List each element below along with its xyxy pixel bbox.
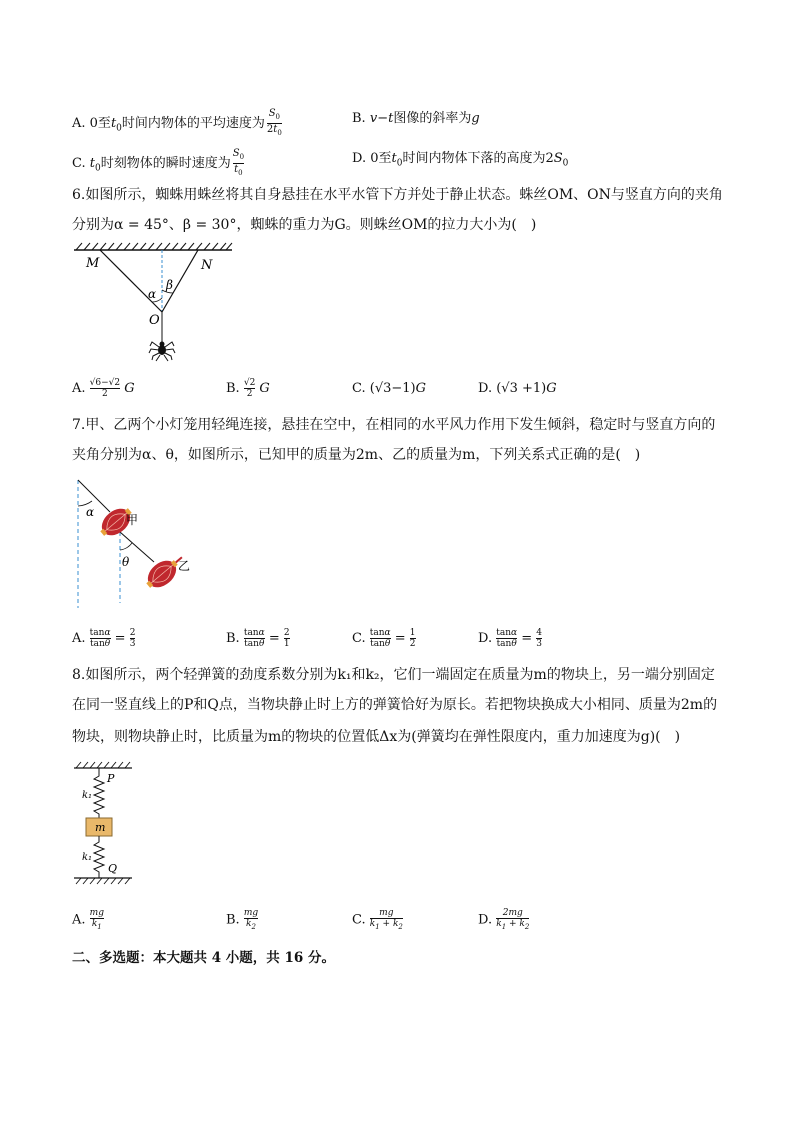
- q7-stem-line1: 7.甲、乙两个小灯笼用轻绳连接，悬挂在空中，在相同的水平风力作用下发生倾斜，稳定时与竖直方向的: [72, 417, 716, 433]
- q5-option-c[interactable]: C. $t_0$时刻物体的瞬时速度为 $\frac{S_0}{t_0}$: [72, 148, 245, 177]
- q6-option-d[interactable]: D. (√3 +1)G: [478, 381, 557, 396]
- q7-option-a[interactable]: A. $\frac{\tan\alpha}{\tan\theta}$ = $\frac{2}{3}$: [72, 628, 136, 649]
- label-jia: 甲: [126, 513, 139, 527]
- label-alpha: α: [86, 505, 95, 519]
- q8-spring-figure: [70, 760, 150, 886]
- option-label: A.: [72, 116, 90, 131]
- upper-spring: [94, 768, 104, 818]
- q8-stem-line2: 在同一竖直线上的P和Q点，当物块静止时上方的弹簧恰好为原长。若把物块换成大小相同、质量为2m的: [72, 697, 718, 713]
- q8-option-c[interactable]: C. $\frac{mg}{k_1 + k_2}$: [352, 908, 403, 931]
- top-hatching: [76, 762, 130, 768]
- q8-option-a[interactable]: A. $\frac{mg}{k_1}$: [72, 908, 104, 931]
- q7-option-c[interactable]: C. $\frac{\tan\alpha}{\tan\theta}$ = $\frac{1}{2}$: [352, 628, 416, 649]
- label-o: O: [149, 313, 160, 328]
- q6-stem-line2: 分别为α = 45°、β = 30°，蜘蛛的重力为G。则蛛丝OM的拉力大小为( ): [72, 217, 537, 233]
- q5-option-d[interactable]: D. 0至$t_0$时间内物体下落的高度为$2S_0$: [352, 151, 569, 169]
- q6-spider-figure: [70, 240, 240, 365]
- label-yi: 乙: [178, 559, 191, 573]
- q8-option-b[interactable]: B. $\frac{mg}{k_2}$: [226, 908, 259, 931]
- label-theta: θ: [122, 555, 130, 569]
- q6-stem-line1: 6.如图所示，蜘蛛用蛛丝将其自身悬挂在水平水管下方并处于静止状态。蛛丝OM、ON与竖直方向的夹角: [72, 187, 723, 203]
- label-p: P: [107, 772, 115, 785]
- pipe-hatching: [76, 243, 232, 250]
- q7-stem-line2: 夹角分别为α、θ，如图所示，已知甲的质量为2m、乙的质量为m，下列关系式正确的是( ): [72, 447, 641, 463]
- lower-spring: [94, 836, 104, 878]
- q6-option-c[interactable]: C. (√3−1)G: [352, 381, 427, 396]
- q8-stem-line3: 物块，则物块静止时，比质量为m的物块的位置低Δx为(弹簧均在弹性限度内，重力加速度为g)( ): [72, 729, 681, 745]
- q6-option-b[interactable]: B. $\frac{√2}{2}$ G: [226, 378, 270, 399]
- label-q: Q: [108, 862, 118, 875]
- q6-option-a[interactable]: A. $\frac{√6-√2}{2}$ G: [72, 378, 135, 399]
- label-n: N: [201, 258, 213, 273]
- q7-lantern-figure: [70, 478, 200, 610]
- q8-option-d[interactable]: D. $\frac{2mg}{k_1 + k_2}$: [478, 908, 530, 931]
- q5-option-b[interactable]: B. v−t图像的斜率为g: [352, 111, 480, 126]
- thread-om: [100, 250, 162, 312]
- q7-option-d[interactable]: D. $\frac{\tan\alpha}{\tan\theta}$ = $\frac{4}{3}$: [478, 628, 542, 649]
- q7-option-b[interactable]: B. $\frac{\tan\alpha}{\tan\theta}$ = $\frac{2}{1}$: [226, 628, 290, 649]
- label-alpha: α: [148, 287, 157, 301]
- label-beta: β: [166, 278, 173, 292]
- label-m: M: [86, 256, 100, 271]
- theta-arc: [120, 543, 132, 550]
- label-k1-lower: k₁: [82, 852, 93, 863]
- label-k1-upper: k₁: [82, 790, 93, 801]
- bottom-hatching: [76, 878, 130, 884]
- section-multiple-choice-heading: 二、多选题：本大题共 4 小题，共 16 分。: [72, 950, 335, 966]
- q5-option-a[interactable]: A. 0至$t_0$时间内物体的平均速度为 $\frac{S_0}{2t_0}$: [72, 108, 282, 137]
- q8-stem-line1: 8.如图所示，两个轻弹簧的劲度系数分别为k₁和k₂，它们一端固定在质量为m的物块上，另一端分别固定: [72, 667, 715, 683]
- label-m: m: [95, 821, 106, 834]
- spider-icon: [149, 342, 175, 362]
